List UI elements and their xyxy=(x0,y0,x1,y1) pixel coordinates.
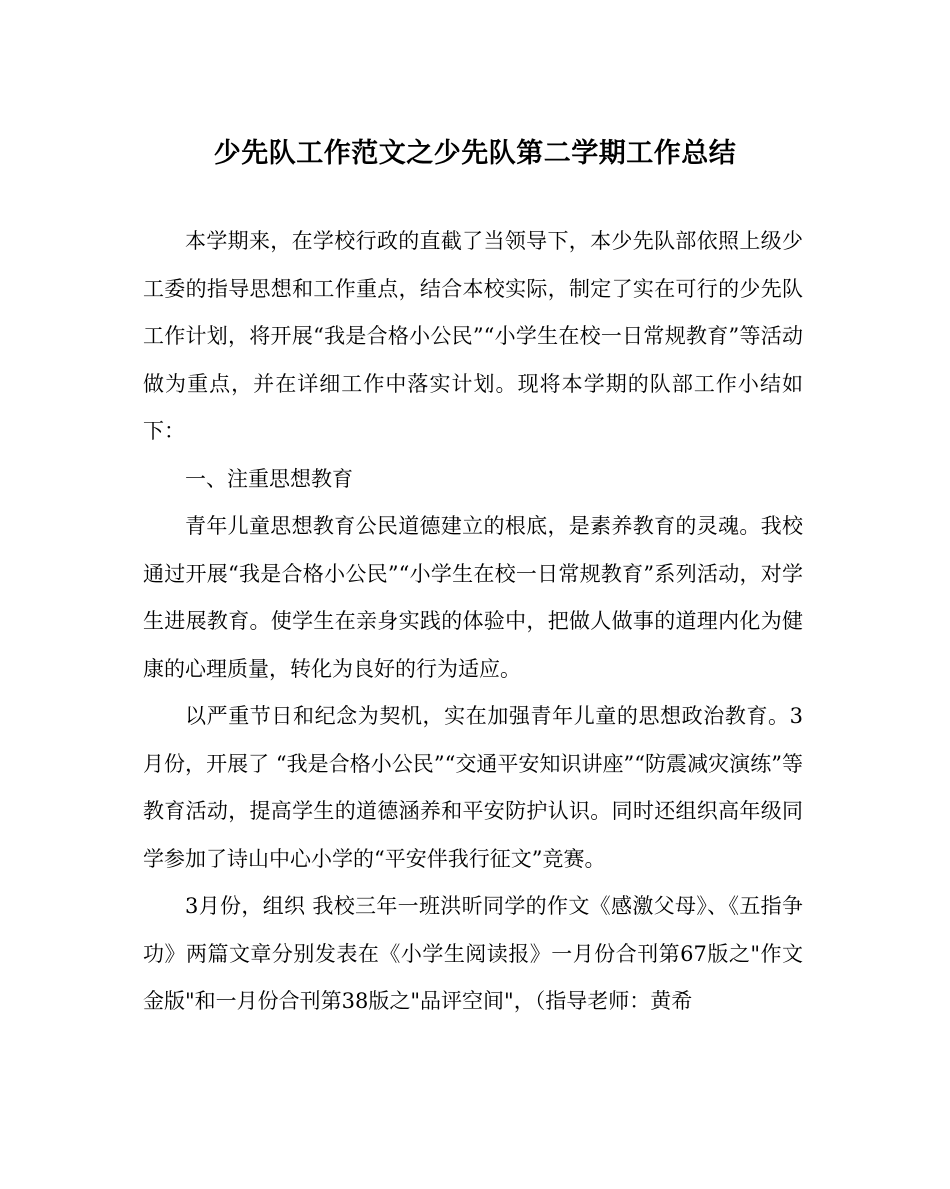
document-body xyxy=(143,218,803,1026)
paragraph-festivals: 以严重节日和纪念为契机，实在加强青年儿童的思想政治教育。3月份，开展了 “我是合格小公民”“交通平安知识讲座”“防震减灾演练”等教育活动，提高学生的道德涵养和平安防护认识。同时还组织高年级同学参加了诗山中心小学的“平安伴我行征文”竞赛。 xyxy=(143,704,803,871)
paragraph-ideology: 青年儿童思想教育公民道德建立的根底，是素养教育的灵魂。我校通过开展“我是合格小公民”“小学生在校一日常规教育”系列活动，对学生进展教育。使学生在亲身实践的体验中，把做人做事的道理内化为健康的心理质量，转化为良好的行为适应。 xyxy=(143,514,803,681)
section-heading-1: 一、注重思想教育 xyxy=(185,466,353,491)
document-title: 少先队工作范文之少先队第二学期工作总结 xyxy=(213,138,737,169)
paragraph-intro: 本学期来，在学校行政的直截了当领导下，本少先队部依照上级少工委的指导思想和工作重点，结合本校实际，制定了实在可行的少先队工作计划，将开展“我是合格小公民”“小学生在校一日常规教育”等活动做为重点，并在详细工作中落实计划。现将本学期的队部工作小结如下： xyxy=(143,229,803,443)
paragraph-march-essays: 3月份，组织 我校三年一班洪昕同学的作文《感激父母》、《五指争功》两篇文章分别发表在《小学生阅读报》一月份合刊第67版之"作文金版"和一月份合刊第38版之"品评空间"，（指导老师：黄希 xyxy=(143,894,803,1013)
